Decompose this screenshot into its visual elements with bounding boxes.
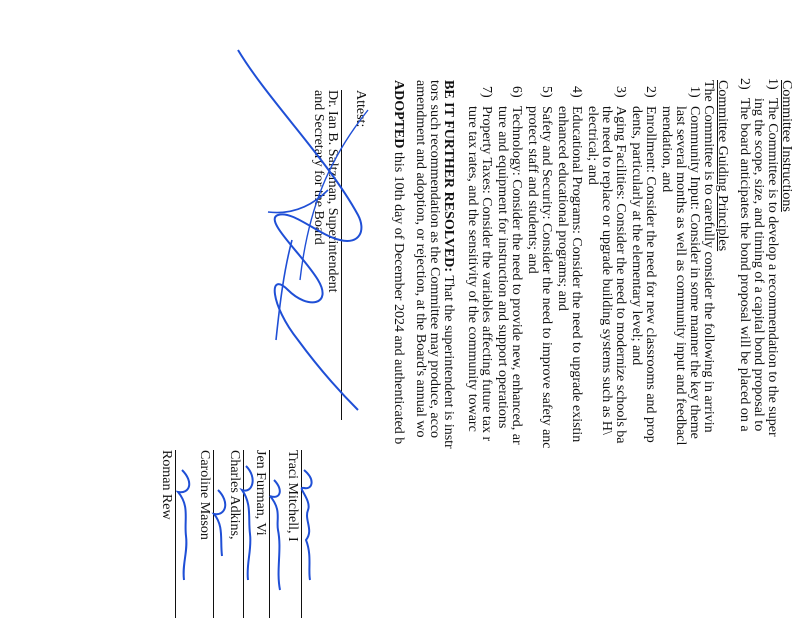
principle-4-line-1: Educational Programs: Consider the need to upgrade existin [569, 106, 584, 443]
signatory-3: Charles Adkins, [227, 450, 242, 540]
principle-7-line-2: ture tax rates, and the sensitivity of the community towarc [465, 106, 480, 432]
signatory-2: Jen Furman, Vi [253, 450, 268, 536]
resolved-text-1: That the superintendent is instr [441, 275, 456, 449]
principle-3-line-1: Aging Facilities: Consider the need to modernize schools ba [613, 106, 628, 444]
board-signatures [172, 460, 322, 618]
principle-6-line-2: ture and equipment for instruction and support operations [495, 106, 510, 429]
adopted-lead: ADOPTED [391, 80, 406, 149]
adopted-text: this 10th day of December 2024 and authenticated b [391, 151, 406, 445]
adopted-line [390, 80, 406, 444]
attest-title: and Secretary for the Board [311, 90, 326, 245]
principle-6-line-1: Technology: Consider the need to provide new, enhanced, ar [509, 106, 524, 445]
resolved-lead: BE IT FURTHER RESOLVED: [441, 80, 456, 273]
principle-1-line-1: Community Input: Consider in some manner the key theme [687, 106, 702, 439]
instructions-item-1-num: 1) [765, 78, 780, 90]
signatory-5: Roman Rew [159, 450, 174, 520]
signatory-4: Caroline Mason [197, 450, 212, 540]
principle-1-line-2: last several months as well as community input and feedbacl [673, 106, 688, 446]
principle-2-num: 2) [643, 86, 658, 98]
instructions-item-2-line-1: The board anticipates the bond proposal will be placed on a [737, 98, 752, 432]
principle-1-num: 1) [687, 86, 702, 98]
principle-2-line-2: dents, particularly at the elementary level; and [629, 106, 644, 366]
principle-3-num: 3) [613, 86, 628, 98]
principle-4-num: 4) [569, 86, 584, 98]
attest-name: Dr. Ian B. Saltzman, Superintendent [325, 90, 340, 293]
principle-4-line-2: enhanced educational programs; and [555, 106, 570, 311]
principle-6-num: 6) [509, 86, 524, 98]
superintendent-signature [228, 40, 388, 420]
principle-2-line-1: Enrollment: Consider the need for new classrooms and prop [643, 106, 658, 443]
attest-label: Attest: [353, 90, 368, 128]
instructions-item-2-num: 2) [737, 78, 752, 90]
principle-5-num: 5) [539, 86, 554, 98]
principle-3-line-3: electrical; and [585, 106, 600, 185]
principles-heading: Committee Guiding Principles [715, 80, 730, 252]
resolved-line-1 [440, 80, 456, 449]
principle-5-line-1: Safety and Security: Consider the need to improve safety anc [539, 106, 554, 449]
principle-7-num: 7) [479, 86, 494, 98]
resolved-line-2: tors such recommendation as the Committee may produce, acco [427, 80, 442, 439]
principle-1-line-3: mendation, and [659, 106, 674, 193]
principle-5-line-2: protect staff and students; and [525, 106, 540, 274]
resolved-line-3: amendment and adoption, or rejection, at the Board's annual wo [413, 80, 428, 438]
instructions-item-1-line-1: The Committee is to develop a recommendation to the super [765, 98, 780, 437]
instructions-heading: Committee Instructions [779, 80, 794, 212]
signatory-1: Traci Mitchell, I [285, 450, 300, 542]
instructions-item-1-line-2: ing the scope, size, and timing of a capital bond proposal to [751, 98, 766, 432]
principles-intro: The Committee is to carefully consider the following in arrivin [701, 80, 716, 433]
principle-7-line-1: Property Taxes: Consider the variables affecting future tax r [479, 106, 494, 442]
principle-3-line-2: the need to replace or upgrade building systems such as H\ [599, 106, 614, 435]
